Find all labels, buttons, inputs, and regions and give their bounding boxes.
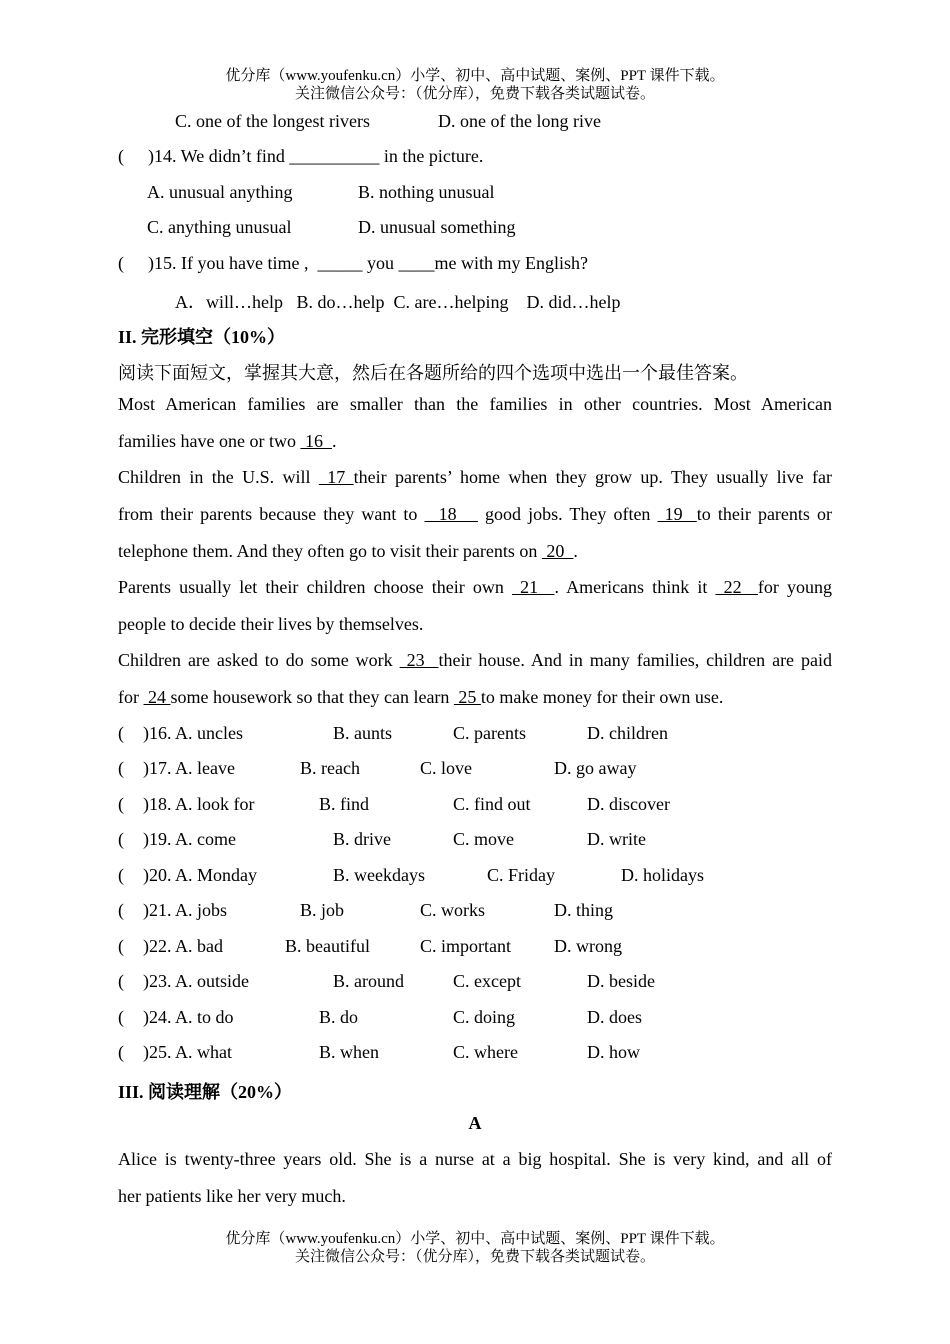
q15-options: A．will…help B. do…help C. are…helping D. did…help xyxy=(175,292,621,312)
section-3-title: III. 阅读理解（20%） xyxy=(118,1082,293,1102)
page-header-line-1: 优分库（www.youfenku.cn）小学、初中、高中试题、案例、PPT 课件下载。 xyxy=(225,68,725,84)
passage-p1-line-1: Most American families are smaller than the families in other countries. Most American xyxy=(118,394,832,414)
question-option-b: B. find xyxy=(319,794,370,814)
passage-text: their house. And in many families, children are paid xyxy=(438,650,832,670)
question-option-d: D. beside xyxy=(587,971,655,991)
question-option-b: B. when xyxy=(319,1042,379,1062)
question-option-b: B. job xyxy=(300,900,345,920)
question-option-b: B. drive xyxy=(333,829,391,849)
question-option-b: B. weekdays xyxy=(333,865,425,885)
section-2-title: II. 完形填空（10%） xyxy=(118,327,286,347)
question-option-c: C. doing xyxy=(453,1007,516,1027)
blank-16: 16 xyxy=(300,431,332,451)
passage-p2-line-2 xyxy=(118,504,832,525)
q15-stem: )15. If you have time , _____ you ____me with my English? xyxy=(148,253,588,273)
question-option-b: B. beautiful xyxy=(285,936,370,956)
passage-text: . xyxy=(331,431,337,451)
question-option-c: C. move xyxy=(453,829,514,849)
question-option-d: D. write xyxy=(587,829,646,849)
passage-p2-line-3 xyxy=(118,541,578,562)
passage-text: Parents usually let their children choose their own xyxy=(118,577,513,597)
passage-text: . xyxy=(573,541,578,561)
answer-paren: ( xyxy=(118,1042,124,1062)
answer-paren: ( xyxy=(118,936,124,956)
question-option-d: D. holidays xyxy=(621,865,704,885)
answer-paren: ( xyxy=(118,900,124,920)
answer-paren: ( xyxy=(118,865,124,885)
section-2-instruction: 阅读下面短文，掌握其大意，然后在各题所给的四个选项中选出一个最佳答案。 xyxy=(118,363,748,383)
question-option-a: )19. A. come xyxy=(143,829,236,849)
q14-option-a: A. unusual anything xyxy=(147,182,293,202)
q14-blank: __________ xyxy=(289,146,380,166)
passage-text: some housework so that they can learn xyxy=(170,687,454,707)
passage-text: to their parents or xyxy=(696,504,832,524)
blank-19: 19 xyxy=(657,504,697,524)
passage-text: . Americans think it xyxy=(554,577,716,597)
question-option-d: D. thing xyxy=(554,900,614,920)
blank-21: 21 xyxy=(512,577,555,597)
passage-text: Children in the U.S. will xyxy=(118,467,319,487)
blank-20: 20 xyxy=(541,541,574,561)
q14-option-c: C. anything unusual xyxy=(147,217,292,237)
passage-text: good jobs. They often xyxy=(477,504,658,524)
passage-p4-line-1 xyxy=(118,650,832,671)
question-option-a: )25. A. what xyxy=(143,1042,232,1062)
passage-text: families have one or two xyxy=(118,431,301,451)
passage-text: their parents’ home when they grow up. They usually live far xyxy=(353,467,832,487)
q13-option-c: C. one of the longest rivers xyxy=(175,111,370,131)
question-option-d: D. wrong xyxy=(554,936,622,956)
question-option-c: C. parents xyxy=(453,723,526,743)
question-option-d: D. go away xyxy=(554,758,637,778)
answer-paren: ( xyxy=(118,758,124,778)
question-option-a: )17. A. leave xyxy=(143,758,235,778)
passage-p4-line-2 xyxy=(118,687,723,708)
answer-paren: ( xyxy=(118,723,124,743)
blank-25: 25 xyxy=(453,687,481,707)
question-option-a: )22. A. bad xyxy=(143,936,223,956)
reading-a-line-2: her patients like her very much. xyxy=(118,1186,346,1206)
q14-stem-b: in the picture. xyxy=(379,146,484,166)
question-option-d: D. does xyxy=(587,1007,642,1027)
passage-p1-line-2 xyxy=(118,431,336,452)
passage-p2-line-1 xyxy=(118,467,832,488)
answer-paren: ( xyxy=(118,971,124,991)
question-option-b: B. do xyxy=(319,1007,359,1027)
question-option-a: )24. A. to do xyxy=(143,1007,234,1027)
question-option-c: C. love xyxy=(420,758,472,778)
question-option-c: C. except xyxy=(453,971,521,991)
passage-text: to make money for their own use. xyxy=(480,687,724,707)
question-option-b: B. around xyxy=(333,971,404,991)
question-option-c: C. where xyxy=(453,1042,518,1062)
blank-22: 22 xyxy=(715,577,758,597)
q14-stem xyxy=(148,146,483,167)
blank-24: 24 xyxy=(143,687,171,707)
question-option-d: D. children xyxy=(587,723,668,743)
q15-paren: ( xyxy=(118,253,124,273)
blank-17: 17 xyxy=(318,467,354,487)
question-option-c: C. find out xyxy=(453,794,531,814)
passage-p3-line-2: people to decide their lives by themselves. xyxy=(118,614,424,634)
page-header-line-2: 关注微信公众号：（优分库），免费下载各类试题试卷。 xyxy=(294,86,655,102)
blank-23: 23 xyxy=(399,650,439,670)
q14-option-b: B. nothing unusual xyxy=(358,182,495,202)
question-option-a: )21. A. jobs xyxy=(143,900,228,920)
answer-paren: ( xyxy=(118,1007,124,1027)
passage-p3-line-1 xyxy=(118,577,832,598)
q14-paren: ( xyxy=(118,146,124,166)
question-option-d: D. discover xyxy=(587,794,670,814)
question-option-b: B. reach xyxy=(300,758,360,778)
page-footer-line-1: 优分库（www.youfenku.cn）小学、初中、高中试题、案例、PPT 课件下载。 xyxy=(225,1231,725,1247)
question-option-a: )20. A. Monday xyxy=(143,865,257,885)
question-option-b: B. aunts xyxy=(333,723,393,743)
question-option-a: )16. A. uncles xyxy=(143,723,243,743)
passage-text: from their parents because they want to xyxy=(118,504,425,524)
passage-a-label: A xyxy=(468,1113,482,1133)
q14-option-d: D. unusual something xyxy=(358,217,516,237)
question-option-c: C. Friday xyxy=(487,865,556,885)
answer-paren: ( xyxy=(118,829,124,849)
q13-option-d: D. one of the long rive xyxy=(438,111,601,131)
question-option-d: D. how xyxy=(587,1042,640,1062)
passage-text: for young xyxy=(757,577,833,597)
answer-paren: ( xyxy=(118,794,124,814)
question-option-a: )23. A. outside xyxy=(143,971,249,991)
q14-stem-a: )14. We didn’t find xyxy=(148,146,290,166)
blank-18: 18 xyxy=(424,504,478,524)
passage-text: telephone them. And they often go to visit their parents on xyxy=(118,541,542,561)
page-footer-line-2: 关注微信公众号：（优分库），免费下载各类试题试卷。 xyxy=(294,1249,655,1265)
passage-text: Children are asked to do some work xyxy=(118,650,400,670)
question-option-c: C. works xyxy=(420,900,486,920)
reading-a-line-1: Alice is twenty-three years old. She is a nurse at a big hospital. She is very kind, and all of xyxy=(118,1149,832,1169)
passage-text: for xyxy=(118,687,144,707)
question-option-c: C. important xyxy=(420,936,511,956)
question-option-a: )18. A. look for xyxy=(143,794,255,814)
